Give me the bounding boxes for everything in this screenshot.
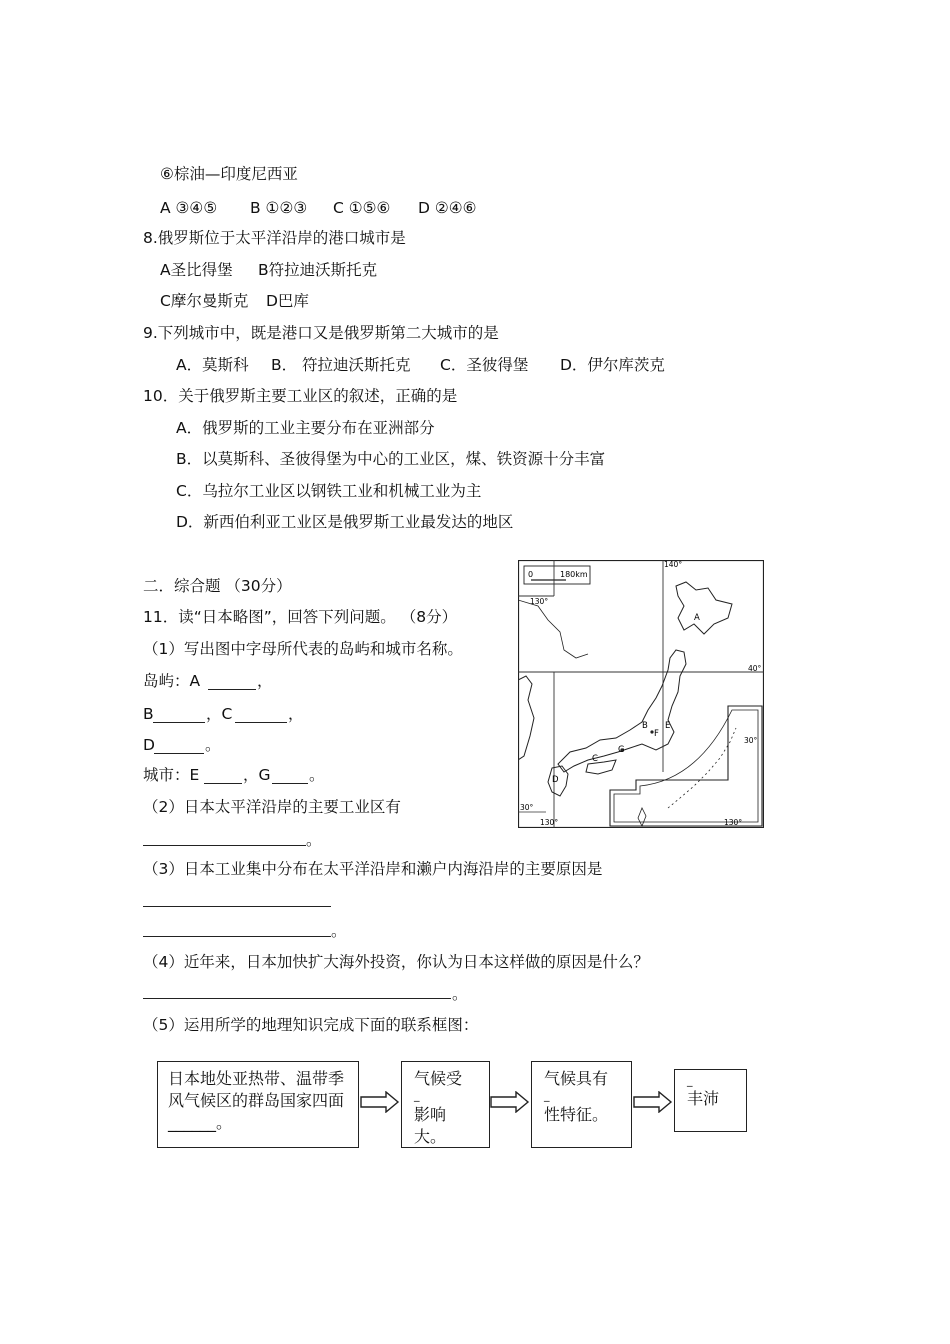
q9-option-b: B． 符拉迪沃斯托克 <box>271 356 411 374</box>
island-a-blank[interactable] <box>208 689 256 690</box>
map-label-d: D <box>552 775 559 785</box>
scale-length: 180km <box>560 570 588 579</box>
part2-answer-line[interactable] <box>143 845 306 846</box>
q8-stem: 8.俄罗斯位于太平洋沿岸的港口城市是 <box>143 229 406 247</box>
island-c-blank[interactable] <box>235 722 287 723</box>
city-e-label: 城市：E <box>143 766 200 784</box>
island-c-comma: ， <box>288 705 304 723</box>
map-frame <box>519 561 764 828</box>
part2-end: 。 <box>306 831 322 849</box>
q10-option-d: D．新西伯利亚工业区是俄罗斯工业最发达的地区 <box>176 513 514 531</box>
island-a-label: 岛屿：A <box>143 672 201 690</box>
flow-box-2-line2: 影响大。 <box>414 1105 447 1146</box>
flow-box-2-mark: _ <box>414 1089 420 1102</box>
island-b-label: B <box>143 705 154 723</box>
q10-stem: 10．关于俄罗斯主要工业区的叙述，正确的是 <box>143 387 458 405</box>
q10-option-c: C．乌拉尔工业区以钢铁工业和机械工业为主 <box>176 482 482 500</box>
lon-130-bottom-right: 130° <box>724 818 743 827</box>
city-g-blank[interactable] <box>272 783 308 784</box>
lon-130-bottom-left: 130° <box>540 818 559 827</box>
flow-arrow-1 <box>360 1091 400 1113</box>
map-label-a: A <box>694 613 700 623</box>
japan-map <box>518 560 764 828</box>
q11-part1: （1）写出图中字母所代表的岛屿和城市名称。 <box>143 640 463 658</box>
q7-option-b: B ①②③ <box>250 199 308 217</box>
map-label-f: F <box>654 729 659 739</box>
lat-30-left: 30° <box>520 803 534 812</box>
q7-option-d: D ②④⑥ <box>418 199 477 217</box>
island-c-label: ，C <box>206 705 233 723</box>
flow-box-4 <box>674 1069 747 1132</box>
q8-option-c: C摩尔曼斯克 <box>160 292 249 310</box>
q9-option-a: A．莫斯科 <box>176 356 249 374</box>
q10-option-a: A．俄罗斯的工业主要分布在亚洲部分 <box>176 419 435 437</box>
part4-answer-line[interactable] <box>143 998 451 999</box>
q8-option-a: A圣比得堡 <box>160 261 233 279</box>
island-a-comma: ， <box>257 672 273 690</box>
flow-box-3-line1: 气候具有 <box>544 1069 609 1088</box>
flow-box-1 <box>157 1061 359 1148</box>
lon-130-top: 130° <box>530 597 549 606</box>
q8-option-d: D巴库 <box>266 292 309 310</box>
map-label-b: B <box>642 721 648 731</box>
flow-arrow-2 <box>490 1091 530 1113</box>
q9-option-c: C．圣彼得堡 <box>440 356 529 374</box>
flow-box-3-mark: _ <box>544 1089 550 1102</box>
part3-answer-line-2[interactable] <box>143 936 331 937</box>
island-d-end: 。 <box>205 736 221 754</box>
city-g-label: ，G <box>243 766 271 784</box>
q10-option-b: B．以莫斯科、圣彼得堡为中心的工业区，煤、铁资源十分丰富 <box>176 450 606 468</box>
flow-box-1-text: 日本地处亚热带、温带季风气候区的群岛国家四面______。 <box>168 1069 345 1132</box>
flow-box-3 <box>531 1061 632 1148</box>
q7-option-a: A ③④⑤ <box>160 199 218 217</box>
q7-option-c: C ①⑤⑥ <box>333 199 391 217</box>
part3-end: 。 <box>331 922 347 940</box>
island-d-label: D <box>143 736 155 754</box>
scale-zero: 0 <box>528 570 534 579</box>
map-label-e: E <box>665 721 671 731</box>
q9-stem: 9.下列城市中，既是港口又是俄罗斯第二大城市的是 <box>143 324 499 342</box>
part3-answer-line-1[interactable] <box>143 906 331 907</box>
map-label-g: G <box>618 745 625 755</box>
lat-30-right: 30° <box>744 736 758 745</box>
flow-box-4-text: 丰沛 <box>687 1089 720 1108</box>
part4-end: 。 <box>452 985 468 1003</box>
q11-part4: （4）近年来，日本加快扩大海外投资，你认为日本这样做的原因是什么？ <box>143 953 649 971</box>
map-label-c: C <box>592 754 598 764</box>
q7-item6: ⑥棕油—印度尼西亚 <box>160 165 298 183</box>
q11-stem: 11．读“日本略图”，回答下列问题。 （8分） <box>143 608 458 626</box>
q9-option-d: D．伊尔库茨克 <box>560 356 665 374</box>
flow-arrow-3 <box>633 1091 673 1113</box>
flow-box-2-line1: 气候受 <box>414 1069 463 1088</box>
city-end: 。 <box>309 766 325 784</box>
flow-box-4-mark: _ <box>687 1074 693 1087</box>
flow-box-3-line2: 性特征。 <box>544 1105 609 1124</box>
island-d-blank[interactable] <box>154 753 204 754</box>
city-e-blank[interactable] <box>204 783 242 784</box>
flow-box-2 <box>401 1061 490 1148</box>
lat-40-label: 40° <box>748 664 762 673</box>
section-title: 二．综合题 （30分） <box>143 577 292 595</box>
q11-part2: （2）日本太平洋沿岸的主要工业区有 <box>143 798 401 816</box>
q8-option-b: B符拉迪沃斯托克 <box>258 261 378 279</box>
q11-part3: （3）日本工业集中分布在太平洋沿岸和濑户内海沿岸的主要原因是 <box>143 860 603 878</box>
island-b-blank[interactable] <box>153 722 205 723</box>
q11-part5: （5）运用所学的地理知识完成下面的联系框图： <box>143 1016 479 1034</box>
lon-140-top: 140° <box>664 560 683 569</box>
